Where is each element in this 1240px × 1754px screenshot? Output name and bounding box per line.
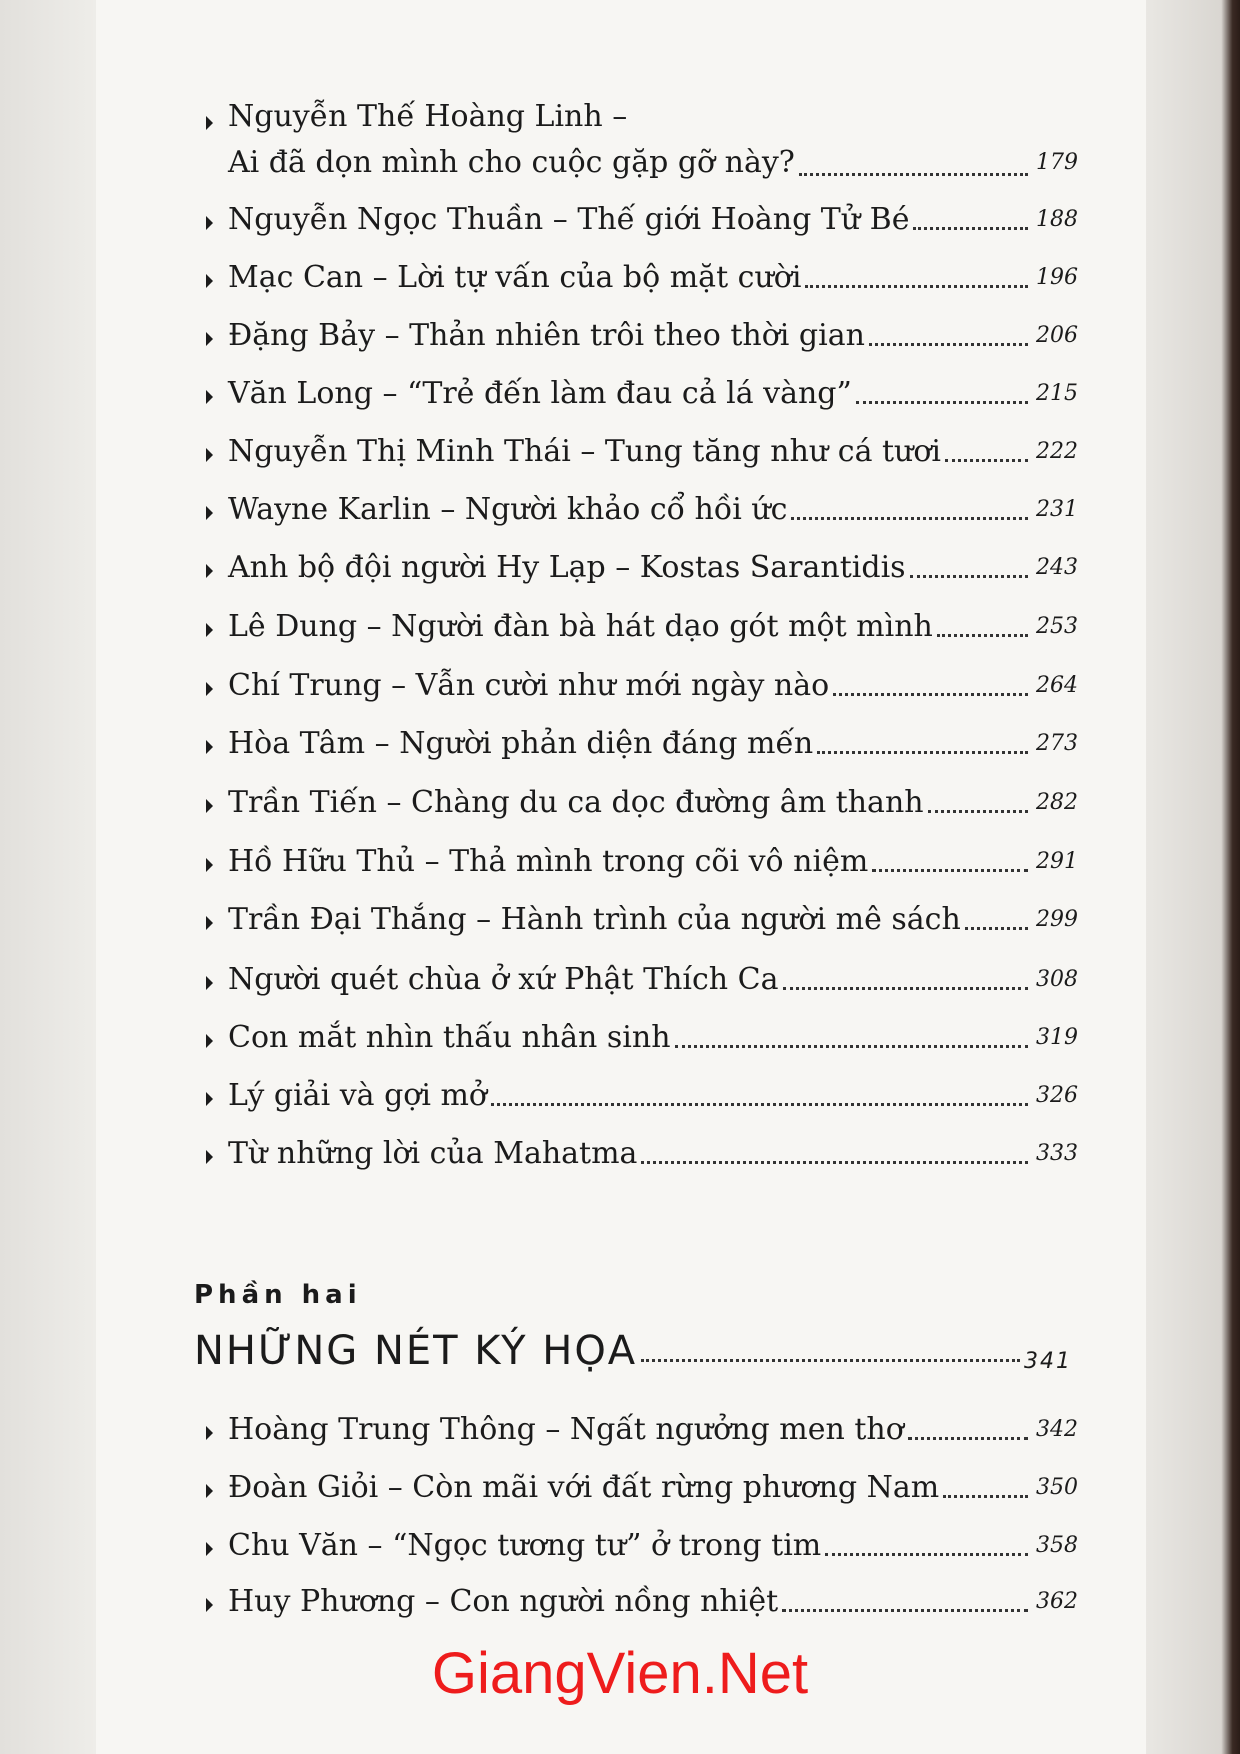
toc-entry-title: Hoàng Trung Thông – Ngất ngưởng men thơ bbox=[228, 1412, 904, 1447]
dot-leader bbox=[491, 1102, 1028, 1106]
toc-page-number: 206 bbox=[1036, 323, 1078, 348]
toc-entry bbox=[228, 1410, 1078, 1450]
toc-page-number: 319 bbox=[1036, 1025, 1078, 1050]
bullet-icon bbox=[206, 506, 213, 520]
toc-entry-title: Chí Trung – Vẫn cười như mới ngày nào bbox=[228, 668, 830, 703]
page-edge bbox=[1146, 0, 1240, 1754]
dot-leader bbox=[913, 226, 1028, 230]
bullet-icon bbox=[206, 216, 213, 230]
toc-entry-title: Lê Dung – Người đàn bà hát dạo gót một mình bbox=[228, 609, 933, 644]
toc-page-number: 243 bbox=[1036, 555, 1078, 580]
bullet-icon bbox=[206, 1542, 213, 1556]
toc-entry bbox=[228, 1468, 1078, 1508]
toc-entry bbox=[228, 1018, 1078, 1058]
toc-entry-title: Con mắt nhìn thấu nhân sinh bbox=[228, 1020, 671, 1055]
toc-entry bbox=[228, 490, 1078, 530]
toc-page-number: 282 bbox=[1036, 790, 1078, 815]
toc-entry bbox=[228, 548, 1078, 588]
dot-leader bbox=[782, 1608, 1028, 1612]
toc-page-number: 326 bbox=[1036, 1083, 1078, 1108]
part-label: Phần hai bbox=[194, 1280, 362, 1310]
dot-leader bbox=[928, 809, 1028, 813]
toc-entry bbox=[228, 316, 1078, 356]
toc-page-number: 291 bbox=[1036, 849, 1078, 874]
section-heading bbox=[194, 1328, 1070, 1374]
toc-entry-title: Người quét chùa ở xứ Phật Thích Ca bbox=[228, 962, 779, 997]
toc-entry-title: Hòa Tâm – Người phản diện đáng mến bbox=[228, 726, 814, 761]
toc-page-number: 264 bbox=[1036, 673, 1078, 698]
dot-leader bbox=[943, 1494, 1028, 1498]
toc-entry bbox=[228, 900, 1078, 940]
toc-entry bbox=[228, 607, 1078, 647]
toc-entry bbox=[228, 842, 1078, 882]
toc-page-number: 299 bbox=[1036, 907, 1078, 932]
toc-entry-title: Từ những lời của Mahatma bbox=[228, 1136, 638, 1171]
toc-page-number: 308 bbox=[1036, 967, 1078, 992]
dot-leader bbox=[910, 574, 1028, 578]
bullet-icon bbox=[206, 799, 213, 813]
dot-leader bbox=[965, 926, 1028, 930]
toc-entry-title: Mạc Can – Lời tự vấn của bộ mặt cười bbox=[228, 260, 802, 295]
toc-page-number: 362 bbox=[1036, 1589, 1078, 1614]
toc-entry bbox=[228, 258, 1078, 298]
toc-entry-title: Wayne Karlin – Người khảo cổ hồi ức bbox=[228, 492, 788, 527]
dot-leader bbox=[799, 172, 1028, 176]
bullet-icon bbox=[206, 1092, 213, 1106]
toc-entry-title: Hồ Hữu Thủ – Thả mình trong cõi vô niệm bbox=[228, 844, 869, 879]
toc-entry bbox=[228, 666, 1078, 706]
dot-leader bbox=[872, 868, 1028, 872]
dot-leader bbox=[825, 1552, 1028, 1556]
toc-entry bbox=[228, 1076, 1078, 1116]
bullet-icon bbox=[206, 274, 213, 288]
toc-page-number: 342 bbox=[1036, 1417, 1078, 1442]
dot-leader bbox=[805, 284, 1028, 288]
dot-leader bbox=[791, 516, 1028, 520]
bullet-icon bbox=[206, 448, 213, 462]
toc-entry-title: Nguyễn Ngọc Thuần – Thế giới Hoàng Tử Bé bbox=[228, 202, 910, 237]
toc-page-number: 196 bbox=[1036, 265, 1078, 290]
toc-entry-title-line1: Nguyễn Thế Hoàng Linh – bbox=[228, 99, 628, 134]
toc-entry-title: Ai đã dọn mình cho cuộc gặp gỡ này? bbox=[228, 145, 795, 180]
bullet-icon bbox=[206, 916, 213, 930]
dot-leader bbox=[641, 1358, 1020, 1362]
dot-leader bbox=[945, 458, 1028, 462]
toc-entry bbox=[228, 1134, 1078, 1174]
section-title: NHỮNG NÉT KÝ HỌA bbox=[194, 1328, 638, 1374]
dot-leader bbox=[817, 750, 1028, 754]
toc-page-number: 215 bbox=[1036, 381, 1078, 406]
toc-entry bbox=[228, 1526, 1078, 1566]
toc-page-number: 179 bbox=[1036, 150, 1078, 175]
bullet-icon bbox=[206, 1484, 213, 1498]
dot-leader bbox=[908, 1436, 1028, 1440]
toc-entry bbox=[228, 432, 1078, 472]
toc-entry-title: Đặng Bảy – Thản nhiên trôi theo thời gian bbox=[228, 318, 865, 353]
dot-leader bbox=[856, 400, 1028, 404]
toc-entry-title: Trần Đại Thắng – Hành trình của người mê sách bbox=[228, 902, 961, 937]
dot-leader bbox=[937, 633, 1028, 637]
toc-page-number: 188 bbox=[1036, 207, 1078, 232]
toc-page-number: 231 bbox=[1036, 497, 1078, 522]
bullet-icon bbox=[206, 623, 213, 637]
toc-page-number: 222 bbox=[1036, 439, 1078, 464]
toc-entry bbox=[228, 724, 1078, 764]
toc-entry-title: Trần Tiến – Chàng du ca dọc đường âm thanh bbox=[228, 785, 924, 820]
bullet-icon bbox=[206, 116, 213, 130]
dot-leader bbox=[783, 986, 1029, 990]
bullet-icon bbox=[206, 1426, 213, 1440]
toc-entry-title: Đoàn Giỏi – Còn mãi với đất rừng phương Nam bbox=[228, 1470, 940, 1505]
dot-leader bbox=[869, 342, 1028, 346]
bullet-icon bbox=[206, 564, 213, 578]
dot-leader bbox=[675, 1044, 1028, 1048]
toc-entry-title: Huy Phương – Con người nồng nhiệt bbox=[228, 1584, 779, 1619]
bullet-icon bbox=[206, 682, 213, 696]
toc-entry bbox=[228, 374, 1078, 414]
page-gutter bbox=[0, 0, 96, 1754]
bullet-icon bbox=[206, 858, 213, 872]
toc-entry-title: Anh bộ đội người Hy Lạp – Kostas Sarantidis bbox=[228, 550, 906, 585]
toc-entry-title: Nguyễn Thị Minh Thái – Tung tăng như cá tươi bbox=[228, 434, 942, 469]
bullet-icon bbox=[206, 332, 213, 346]
toc-entry bbox=[228, 960, 1078, 1000]
toc-page-number: 273 bbox=[1036, 731, 1078, 756]
bullet-icon bbox=[206, 976, 213, 990]
toc-entry-title: Văn Long – “Trẻ đến làm đau cả lá vàng” bbox=[228, 376, 852, 411]
toc-page-number: 333 bbox=[1036, 1141, 1078, 1166]
toc-entry bbox=[228, 783, 1078, 823]
bullet-icon bbox=[206, 740, 213, 754]
toc-page-number: 341 bbox=[1024, 1349, 1072, 1374]
dot-leader bbox=[641, 1160, 1028, 1164]
toc-entry bbox=[228, 1582, 1078, 1622]
bullet-icon bbox=[206, 1034, 213, 1048]
toc-entry bbox=[228, 200, 1078, 240]
bullet-icon bbox=[206, 1598, 213, 1612]
toc-entry-title: Lý giải và gợi mở bbox=[228, 1078, 487, 1113]
toc-page-number: 350 bbox=[1036, 1475, 1078, 1500]
watermark: GiangVien.Net bbox=[431, 1641, 809, 1706]
bullet-icon bbox=[206, 390, 213, 404]
toc-entry bbox=[228, 99, 1078, 186]
toc-entry-title: Chu Văn – “Ngọc tương tư” ở trong tim bbox=[228, 1528, 822, 1563]
toc-page-number: 253 bbox=[1036, 614, 1078, 639]
dot-leader bbox=[833, 692, 1028, 696]
toc-page-number: 358 bbox=[1036, 1533, 1078, 1558]
bullet-icon bbox=[206, 1150, 213, 1164]
